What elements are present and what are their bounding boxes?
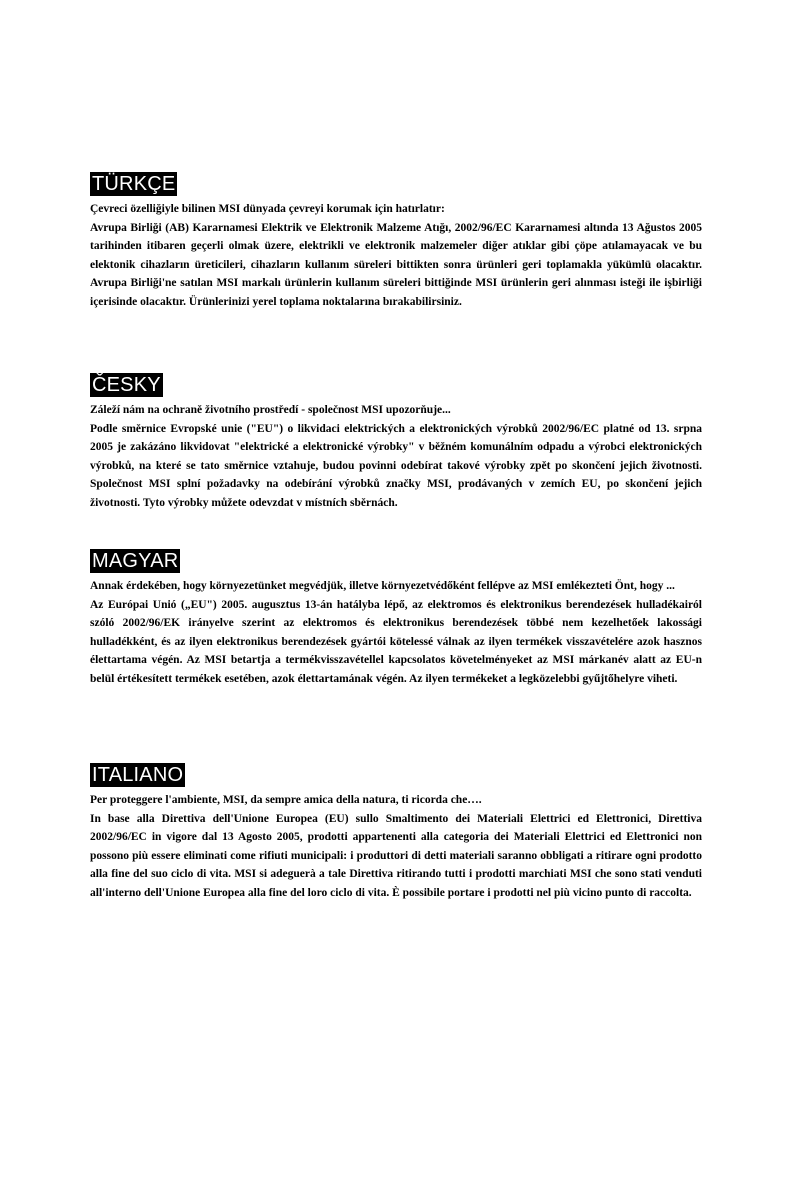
section-intro: Záleží nám na ochraně životního prostředí - společnost MSI upozorňuje... (90, 404, 451, 416)
section-intro: Çevreci özelliğiyle bilinen MSI dünyada çevreyi korumak için hatırlatır: (90, 203, 445, 215)
section-body: Avrupa Birliği (AB) Kararnamesi Elektrik ve Elektronik Malzeme Atığı, 2002/96/EC Kararnamesi altında 13 Ağustos 2005 tarihinden itibaren geçerli olmak üzere, elektrikli ve elektronik malzemeler diğer atıklar gibi çöpe atılamayacak ve bu elektonik cihazların üreticileri, cihazların kullanım süreleri bittikten sonra ürünleri geri toplamakla yükümlü olacaktır. Avrupa Birliği'ne satılan MSI markalı ürünlerin kullanım süreleri bittiğinde MSI ürünlerin geri alınması isteği ile işbirliği içerisinde olacaktır. Ürünlerinizi yerel toplama noktalarına bırakabilirsiniz. (90, 221, 702, 308)
section-turkish (90, 172, 702, 312)
section-heading: ITALIANO (92, 764, 184, 786)
section-heading: MAGYAR (92, 550, 179, 572)
section-heading: ČESKY (92, 374, 161, 396)
section-czech (90, 373, 702, 513)
section-intro: Per proteggere l'ambiente, MSI, da sempre amica della natura, ti ricorda che…. (90, 794, 482, 806)
section-body: Podle směrnice Evropské unie ("EU") o likvidaci elektrických a elektronických výrobků 2002/96/EC platné od 13. srpna 2005 je zakázáno likvidovat "elektrické a elektronické výrobky" v běžném komunálním odpadu a výrobci elektronických výrobků, na které se tato směrnice vztahuje, budou povinni odebírat takové výrobky zpět po skončení jejich životnosti. Společnost MSI splní požadavky na odebírání výrobků značky MSI, prodávaných v zemích EU, po skončení jejich životnosti. Tyto výrobky můžete odevzdat v místních sběrnách. (90, 422, 702, 509)
section-intro: Annak érdekében, hogy környezetünket megvédjük, illetve környezetvédőként fellépve az MSI emlékezteti Önt, hogy ... (90, 580, 675, 592)
section-body: In base alla Direttiva dell'Unione Europea (EU) sullo Smaltimento dei Materiali Elettrici ed Elettronici, Direttiva 2002/96/EC in vigore dal 13 Agosto 2005, prodotti appartenenti alla categoria dei Materiali Elettrici ed Elettronici non possono più essere eliminati come rifiuti municipali: i produttori di detti materiali saranno obbligati a ritirare ogni prodotto alla fine del suo ciclo di vita. MSI si adeguerà a tale Direttiva ritirando tutti i prodotti marchiati MSI che sono stati venduti all'interno dell'Unione Europea alla fine del loro ciclo di vita. È possibile portare i prodotti nel più vicino punto di raccolta. (90, 812, 702, 899)
section-italian (90, 763, 702, 903)
section-heading: TÜRKÇE (92, 173, 176, 195)
section-hungarian (90, 549, 702, 689)
section-body: Az Európai Unió („EU") 2005. augusztus 13-án hatályba lépő, az elektromos és elektronikus berendezések hulladékairól szóló 2002/96/EK irányelve szerint az elektromos és elektronikus berendezések többé nem kezelhetőek lakossági hulladékként, és az ilyen elektronikus berendezések gyártói kötelessé válnak az ilyen termékek visszavételére azok hasznos élettartama végén. Az MSI betartja a termékvisszavétellel kapcsolatos követelményeket az MSI márkanév alatt az EU-n belül értékesített termékek esetében, azok élettartamának végén. Az ilyen termékeket a legközelebbi gyűjtőhelyre viheti. (90, 598, 702, 685)
